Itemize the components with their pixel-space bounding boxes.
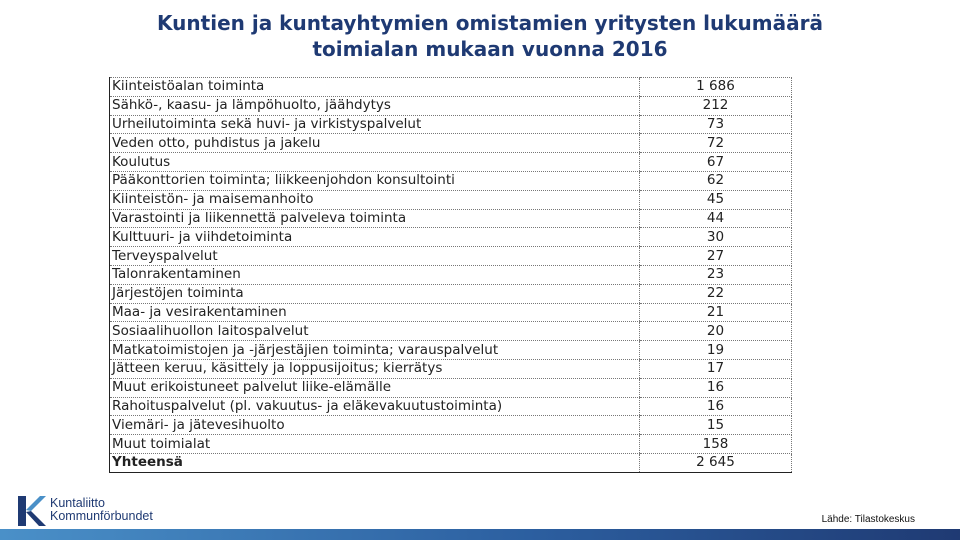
row-label: Muut toimialat bbox=[110, 435, 640, 454]
logo-line-1: Kuntaliitto bbox=[50, 496, 105, 510]
table-row bbox=[110, 190, 792, 209]
table-row bbox=[110, 397, 792, 416]
row-value: 158 bbox=[640, 435, 792, 454]
row-value: 73 bbox=[640, 115, 792, 134]
logo-text bbox=[50, 497, 153, 523]
table-row bbox=[110, 96, 792, 115]
data-table-container bbox=[109, 77, 792, 473]
kuntaliitto-logo bbox=[14, 494, 214, 528]
row-label: Talonrakentaminen bbox=[110, 265, 640, 284]
table-row bbox=[110, 78, 792, 97]
row-value: 16 bbox=[640, 378, 792, 397]
table-row bbox=[110, 265, 792, 284]
kuntaliitto-logo-icon bbox=[14, 494, 48, 528]
row-value: 72 bbox=[640, 134, 792, 153]
row-value: 20 bbox=[640, 322, 792, 341]
row-label: Jätteen keruu, käsittely ja loppusijoitus; kierrätys bbox=[110, 359, 640, 378]
title-line-1: Kuntien ja kuntayhtymien omistamien yritysten lukumäärä bbox=[157, 11, 823, 35]
row-value: 45 bbox=[640, 190, 792, 209]
row-label: Kulttuuri- ja viihdetoiminta bbox=[110, 228, 640, 247]
row-label: Koulutus bbox=[110, 153, 640, 172]
row-label: Järjestöjen toiminta bbox=[110, 284, 640, 303]
row-value: 1 686 bbox=[640, 78, 792, 97]
row-value: 30 bbox=[640, 228, 792, 247]
table-row bbox=[110, 153, 792, 172]
total-label: Yhteensä bbox=[110, 453, 640, 472]
row-value: 16 bbox=[640, 397, 792, 416]
table-row bbox=[110, 171, 792, 190]
table-total-row bbox=[110, 453, 792, 472]
row-value: 27 bbox=[640, 247, 792, 266]
table-row bbox=[110, 209, 792, 228]
table-row bbox=[110, 303, 792, 322]
row-value: 17 bbox=[640, 359, 792, 378]
data-table bbox=[109, 77, 792, 473]
table-row bbox=[110, 322, 792, 341]
row-value: 23 bbox=[640, 265, 792, 284]
title-line-2: toimialan mukaan vuonna 2016 bbox=[312, 37, 668, 61]
table-row bbox=[110, 435, 792, 454]
table-row bbox=[110, 284, 792, 303]
table-row bbox=[110, 247, 792, 266]
row-value: 22 bbox=[640, 284, 792, 303]
row-label: Matkatoimistojen ja -järjestäjien toiminta; varauspalvelut bbox=[110, 341, 640, 360]
source-note: Lähde: Tilastokeskus bbox=[821, 514, 915, 525]
table-row bbox=[110, 134, 792, 153]
row-label: Veden otto, puhdistus ja jakelu bbox=[110, 134, 640, 153]
row-value: 44 bbox=[640, 209, 792, 228]
row-value: 212 bbox=[640, 96, 792, 115]
table-row bbox=[110, 378, 792, 397]
row-label: Pääkonttorien toiminta; liikkeenjohdon konsultointi bbox=[110, 171, 640, 190]
row-label: Rahoituspalvelut (pl. vakuutus- ja eläkevakuutustoiminta) bbox=[110, 397, 640, 416]
row-label: Urheilutoiminta sekä huvi- ja virkistyspalvelut bbox=[110, 115, 640, 134]
table-row bbox=[110, 341, 792, 360]
row-value: 21 bbox=[640, 303, 792, 322]
row-label: Maa- ja vesirakentaminen bbox=[110, 303, 640, 322]
table-row bbox=[110, 359, 792, 378]
table-row bbox=[110, 416, 792, 435]
table-row bbox=[110, 228, 792, 247]
row-label: Muut erikoistuneet palvelut liike-elämälle bbox=[110, 378, 640, 397]
row-label: Sosiaalihuollon laitospalvelut bbox=[110, 322, 640, 341]
page-title bbox=[80, 10, 900, 62]
row-value: 62 bbox=[640, 171, 792, 190]
table-row bbox=[110, 115, 792, 134]
bottom-decor-bar bbox=[0, 529, 960, 540]
row-label: Terveyspalvelut bbox=[110, 247, 640, 266]
row-value: 15 bbox=[640, 416, 792, 435]
row-label: Sähkö-, kaasu- ja lämpöhuolto, jäähdytys bbox=[110, 96, 640, 115]
table-body bbox=[110, 78, 792, 473]
row-label: Varastointi ja liikennettä palveleva toiminta bbox=[110, 209, 640, 228]
total-value: 2 645 bbox=[640, 453, 792, 472]
row-value: 19 bbox=[640, 341, 792, 360]
logo-line-2: Kommunförbundet bbox=[50, 509, 153, 523]
row-label: Kiinteistöalan toiminta bbox=[110, 78, 640, 97]
row-label: Viemäri- ja jätevesihuolto bbox=[110, 416, 640, 435]
row-label: Kiinteistön- ja maisemanhoito bbox=[110, 190, 640, 209]
row-value: 67 bbox=[640, 153, 792, 172]
